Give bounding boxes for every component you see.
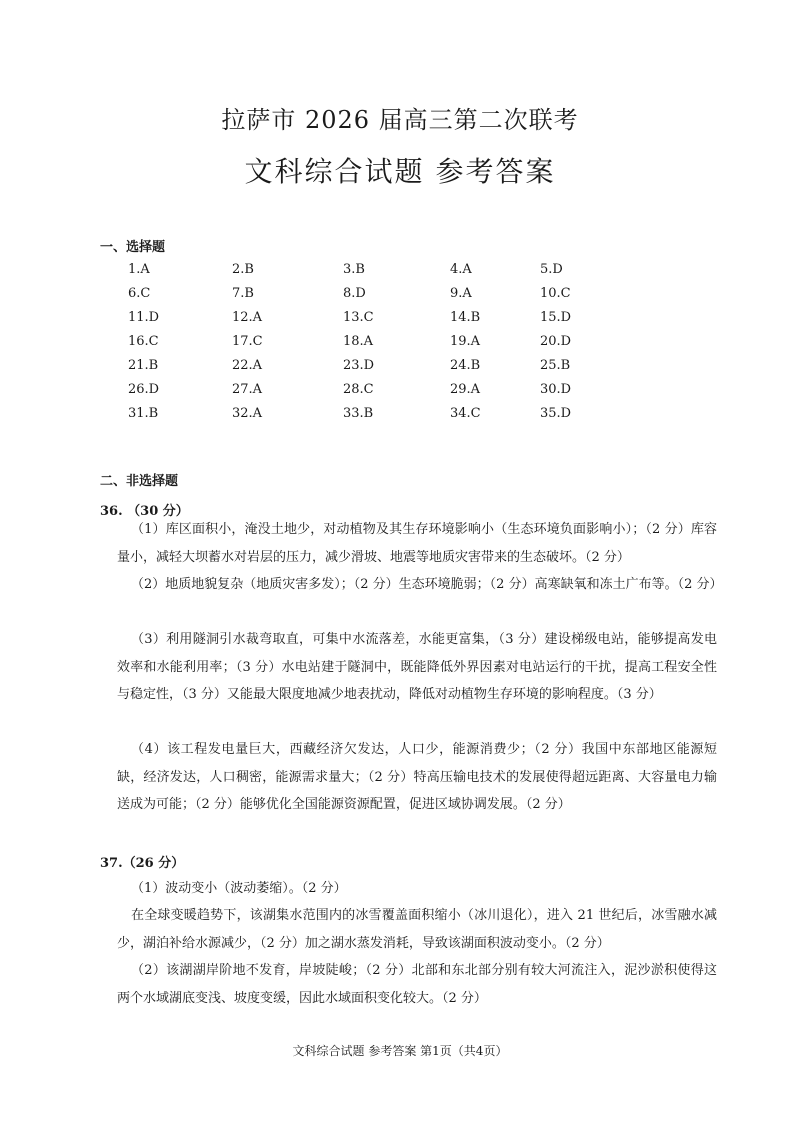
answer-row — [0, 378, 800, 402]
q37-part-1: （1）波动变小（波动萎缩）。（2 分） — [131, 881, 347, 896]
answer-item: 13.C — [343, 310, 374, 325]
page-footer: 文科综合试题 参考答案 第1页（共4页） — [292, 1044, 508, 1058]
section-heading-choice: 一、选择题 — [100, 240, 166, 255]
answer-item: 33.B — [343, 406, 374, 421]
q37-part-2: （2）该湖湖岸阶地不发育，岸坡陡峻；（2 分）北部和东北部分别有较大河流注入，泥沙淤积使得这两个水域湖底变浅、坡度变缓，因此水域面积变化较大。（2 分） — [117, 963, 717, 1006]
q37-part-1-explanation: 在全球变暖趋势下，该湖集水范围内的冰雪覆盖面积缩小（冰川退化），进入 21 世纪后，冰雪融水减少，湖泊补给水源减少，（2 分）加之湖水蒸发消耗，导致该湖面积波动变小。（2 分） — [117, 908, 717, 951]
answer-item: 17.C — [232, 334, 263, 349]
answer-row — [0, 402, 800, 426]
answer-row — [0, 282, 800, 306]
q36-part-2: （2）地质地貌复杂（地质灾害多发）；（2 分）生态环境脆弱；（2 分）高寒缺氧和冻土广布等。（2 分） — [131, 577, 723, 592]
answer-item: 5.D — [540, 262, 563, 277]
answer-row — [0, 354, 800, 378]
answer-row — [0, 258, 800, 282]
answer-item: 30.D — [540, 382, 572, 397]
answer-item: 25.B — [540, 358, 571, 373]
answer-item: 9.A — [450, 286, 472, 301]
answer-item: 1.A — [128, 262, 150, 277]
question-37-label: 37.（26 分） — [100, 856, 185, 871]
answer-item: 4.A — [450, 262, 472, 277]
answer-item: 12.A — [232, 310, 263, 325]
answer-item: 27.A — [232, 382, 263, 397]
answer-item: 26.D — [128, 382, 160, 397]
answer-item: 24.B — [450, 358, 481, 373]
answer-item: 10.C — [540, 286, 571, 301]
answer-item: 14.B — [450, 310, 481, 325]
q36-part-3: （3）利用隧洞引水裁弯取直，可集中水流落差，水能更富集，（3 分）建设梯级电站，能够提高发电效率和水能利用率；（3 分）水电站建于隧洞中，既能降低外界因素对电站运行的干扰，提高工程安全性与稳定性，（3 分）又能最大限度地减少地表扰动，降低对动植物生存环境的影响程度。（3 分） — [117, 632, 717, 702]
answer-item: 23.D — [343, 358, 375, 373]
answer-row — [0, 330, 800, 354]
answer-item: 35.D — [540, 406, 572, 421]
exam-subtitle: 文科综合试题 参考答案 — [244, 155, 556, 188]
answer-item: 7.B — [232, 286, 254, 301]
answer-item: 16.C — [128, 334, 159, 349]
section-heading-nonchoice: 二、非选择题 — [100, 474, 179, 489]
answer-item: 15.D — [540, 310, 572, 325]
answer-item: 22.A — [232, 358, 263, 373]
answer-item: 3.B — [343, 262, 365, 277]
answer-row — [0, 306, 800, 330]
exam-title: 拉萨市 2026 届高三第二次联考 — [221, 106, 579, 134]
answer-item: 34.C — [450, 406, 481, 421]
answer-item: 8.D — [343, 286, 366, 301]
answer-item: 19.A — [450, 334, 481, 349]
answer-item: 18.A — [343, 334, 374, 349]
answer-item: 29.A — [450, 382, 481, 397]
question-36-label: 36. （30 分） — [100, 504, 189, 519]
q36-part-4: （4）该工程发电量巨大，西藏经济欠发达，人口少，能源消费少；（2 分）我国中东部地区能源短缺，经济发达，人口稠密，能源需求量大；（2 分）特高压输电技术的发展使得超远距离、大容量电力输送成为可能；（2 分）能够优化全国能源资源配置，促进区域协调发展。（2 分） — [117, 742, 717, 812]
answer-item: 21.B — [128, 358, 159, 373]
answer-item: 31.B — [128, 406, 159, 421]
answer-item: 6.C — [128, 286, 151, 301]
answer-item: 32.A — [232, 406, 263, 421]
answer-item: 28.C — [343, 382, 374, 397]
answer-item: 2.B — [232, 262, 254, 277]
answer-item: 20.D — [540, 334, 572, 349]
answer-item: 11.D — [128, 310, 160, 325]
choice-answer-grid — [0, 258, 800, 426]
q36-part-1: （1）库区面积小，淹没土地少，对动植物及其生存环境影响小（生态环境负面影响小）；（2 分）库容量小，减轻大坝蓄水对岩层的压力，减少滑坡、地震等地质灾害带来的生态破坏。（2 分） — [117, 522, 717, 565]
